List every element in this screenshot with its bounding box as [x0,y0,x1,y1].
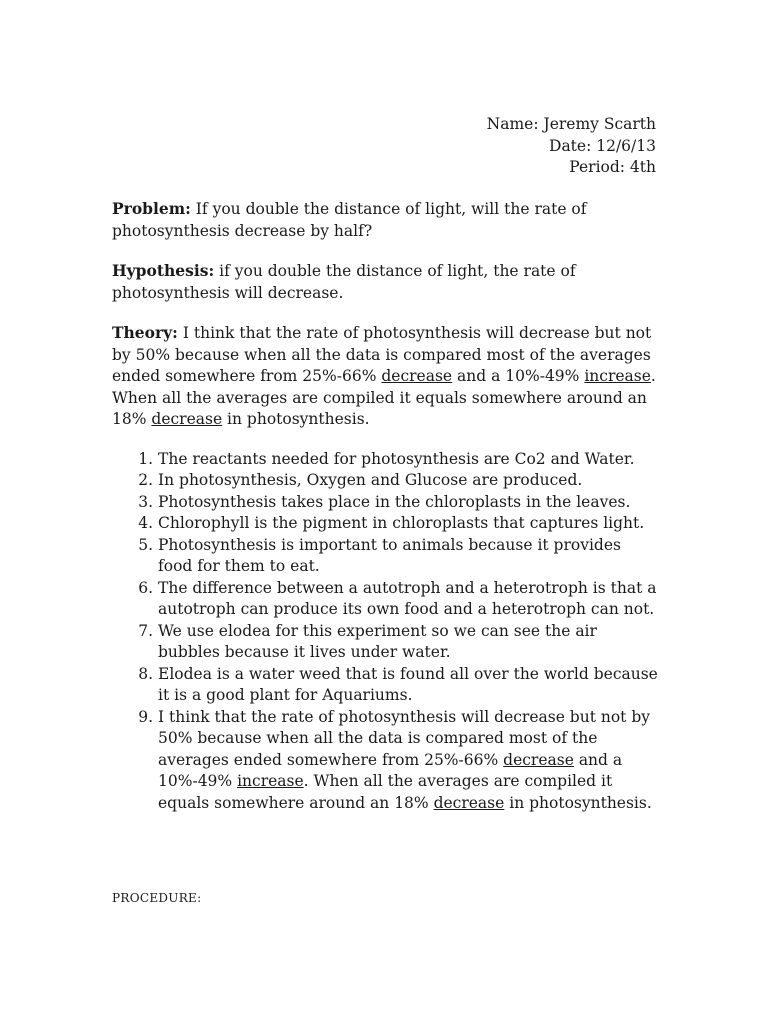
procedure-heading: PROCEDURE: [112,891,202,905]
item9-text-2: and a 10%-49% [158,750,623,790]
student-name: Name: Jeremy Scarth [486,115,656,133]
item9-text-3: . When all the averages are compiled it equals somewhere around an 18% [158,772,613,812]
document-body [112,198,658,814]
item9-underline-decrease-2: decrease [433,793,505,812]
hypothesis-paragraph [112,260,658,304]
item9-text-1: I think that the rate of photosynthesis will decrease but not by 50% because when all the data is compared most of the averages ended somewhere from 25%-66% [158,707,651,769]
theory-text-1: I think that the rate of photosynthesis will decrease but not by 50% because when all the data is compared most of the averages ended somewhere from 25%-66% [112,324,652,385]
theory-underline-increase: increase [584,367,651,385]
report-date: Date: 12/6/13 [549,136,656,155]
list-item: 2. In photosynthesis, Oxygen and Glucose are produced. [158,470,658,492]
list-item: 4. Chlorophyll is the pigment in chloroplasts that captures light. [158,513,658,535]
theory-text-3: . When all the averages are compiled it equals somewhere around an 18% [112,367,656,428]
list-item: 5. Photosynthesis is important to animals because it provides food for them to eat. [158,535,658,578]
questions-list [112,449,658,815]
list-item: 3. Photosynthesis takes place in the chloroplasts in the leaves. [158,492,658,514]
theory-text-4: in photosynthesis. [222,410,370,428]
item9-underline-decrease: decrease [503,750,574,769]
theory-text-2: and a 10%-49% [452,367,585,385]
hypothesis-text: if you double the distance of light, the rate of photosynthesis will decrease. [112,262,576,302]
theory-underline-decrease-2: decrease [151,410,223,428]
list-item: 6. The difference between a autotroph and a heterotroph is that a autotroph can produce its own food and a heterotroph can not. [158,578,658,621]
list-item: 7. We use elodea for this experiment so we can see the air bubbles because it lives under water. [158,621,658,664]
list-item-9 [158,707,658,815]
theory-label: Theory: [112,323,178,342]
theory-underline-decrease: decrease [381,367,453,385]
problem-text: If you double the distance of light, will the rate of photosynthesis decrease by half? [112,200,587,240]
item9-text-4: in photosynthesis. [504,793,652,812]
list-item: 1. The reactants needed for photosynthesis are Co2 and Water. [158,449,658,471]
class-period: Period: 4th [569,158,656,176]
list-item: 8. Elodea is a water weed that is found all over the world because it is a good plant for Aquariums. [158,664,658,707]
theory-paragraph [112,322,658,431]
header-block [487,114,656,179]
problem-paragraph [112,198,658,242]
problem-label: Problem: [112,199,191,218]
item9-underline-increase: increase [237,772,304,790]
hypothesis-label: Hypothesis: [112,261,215,280]
